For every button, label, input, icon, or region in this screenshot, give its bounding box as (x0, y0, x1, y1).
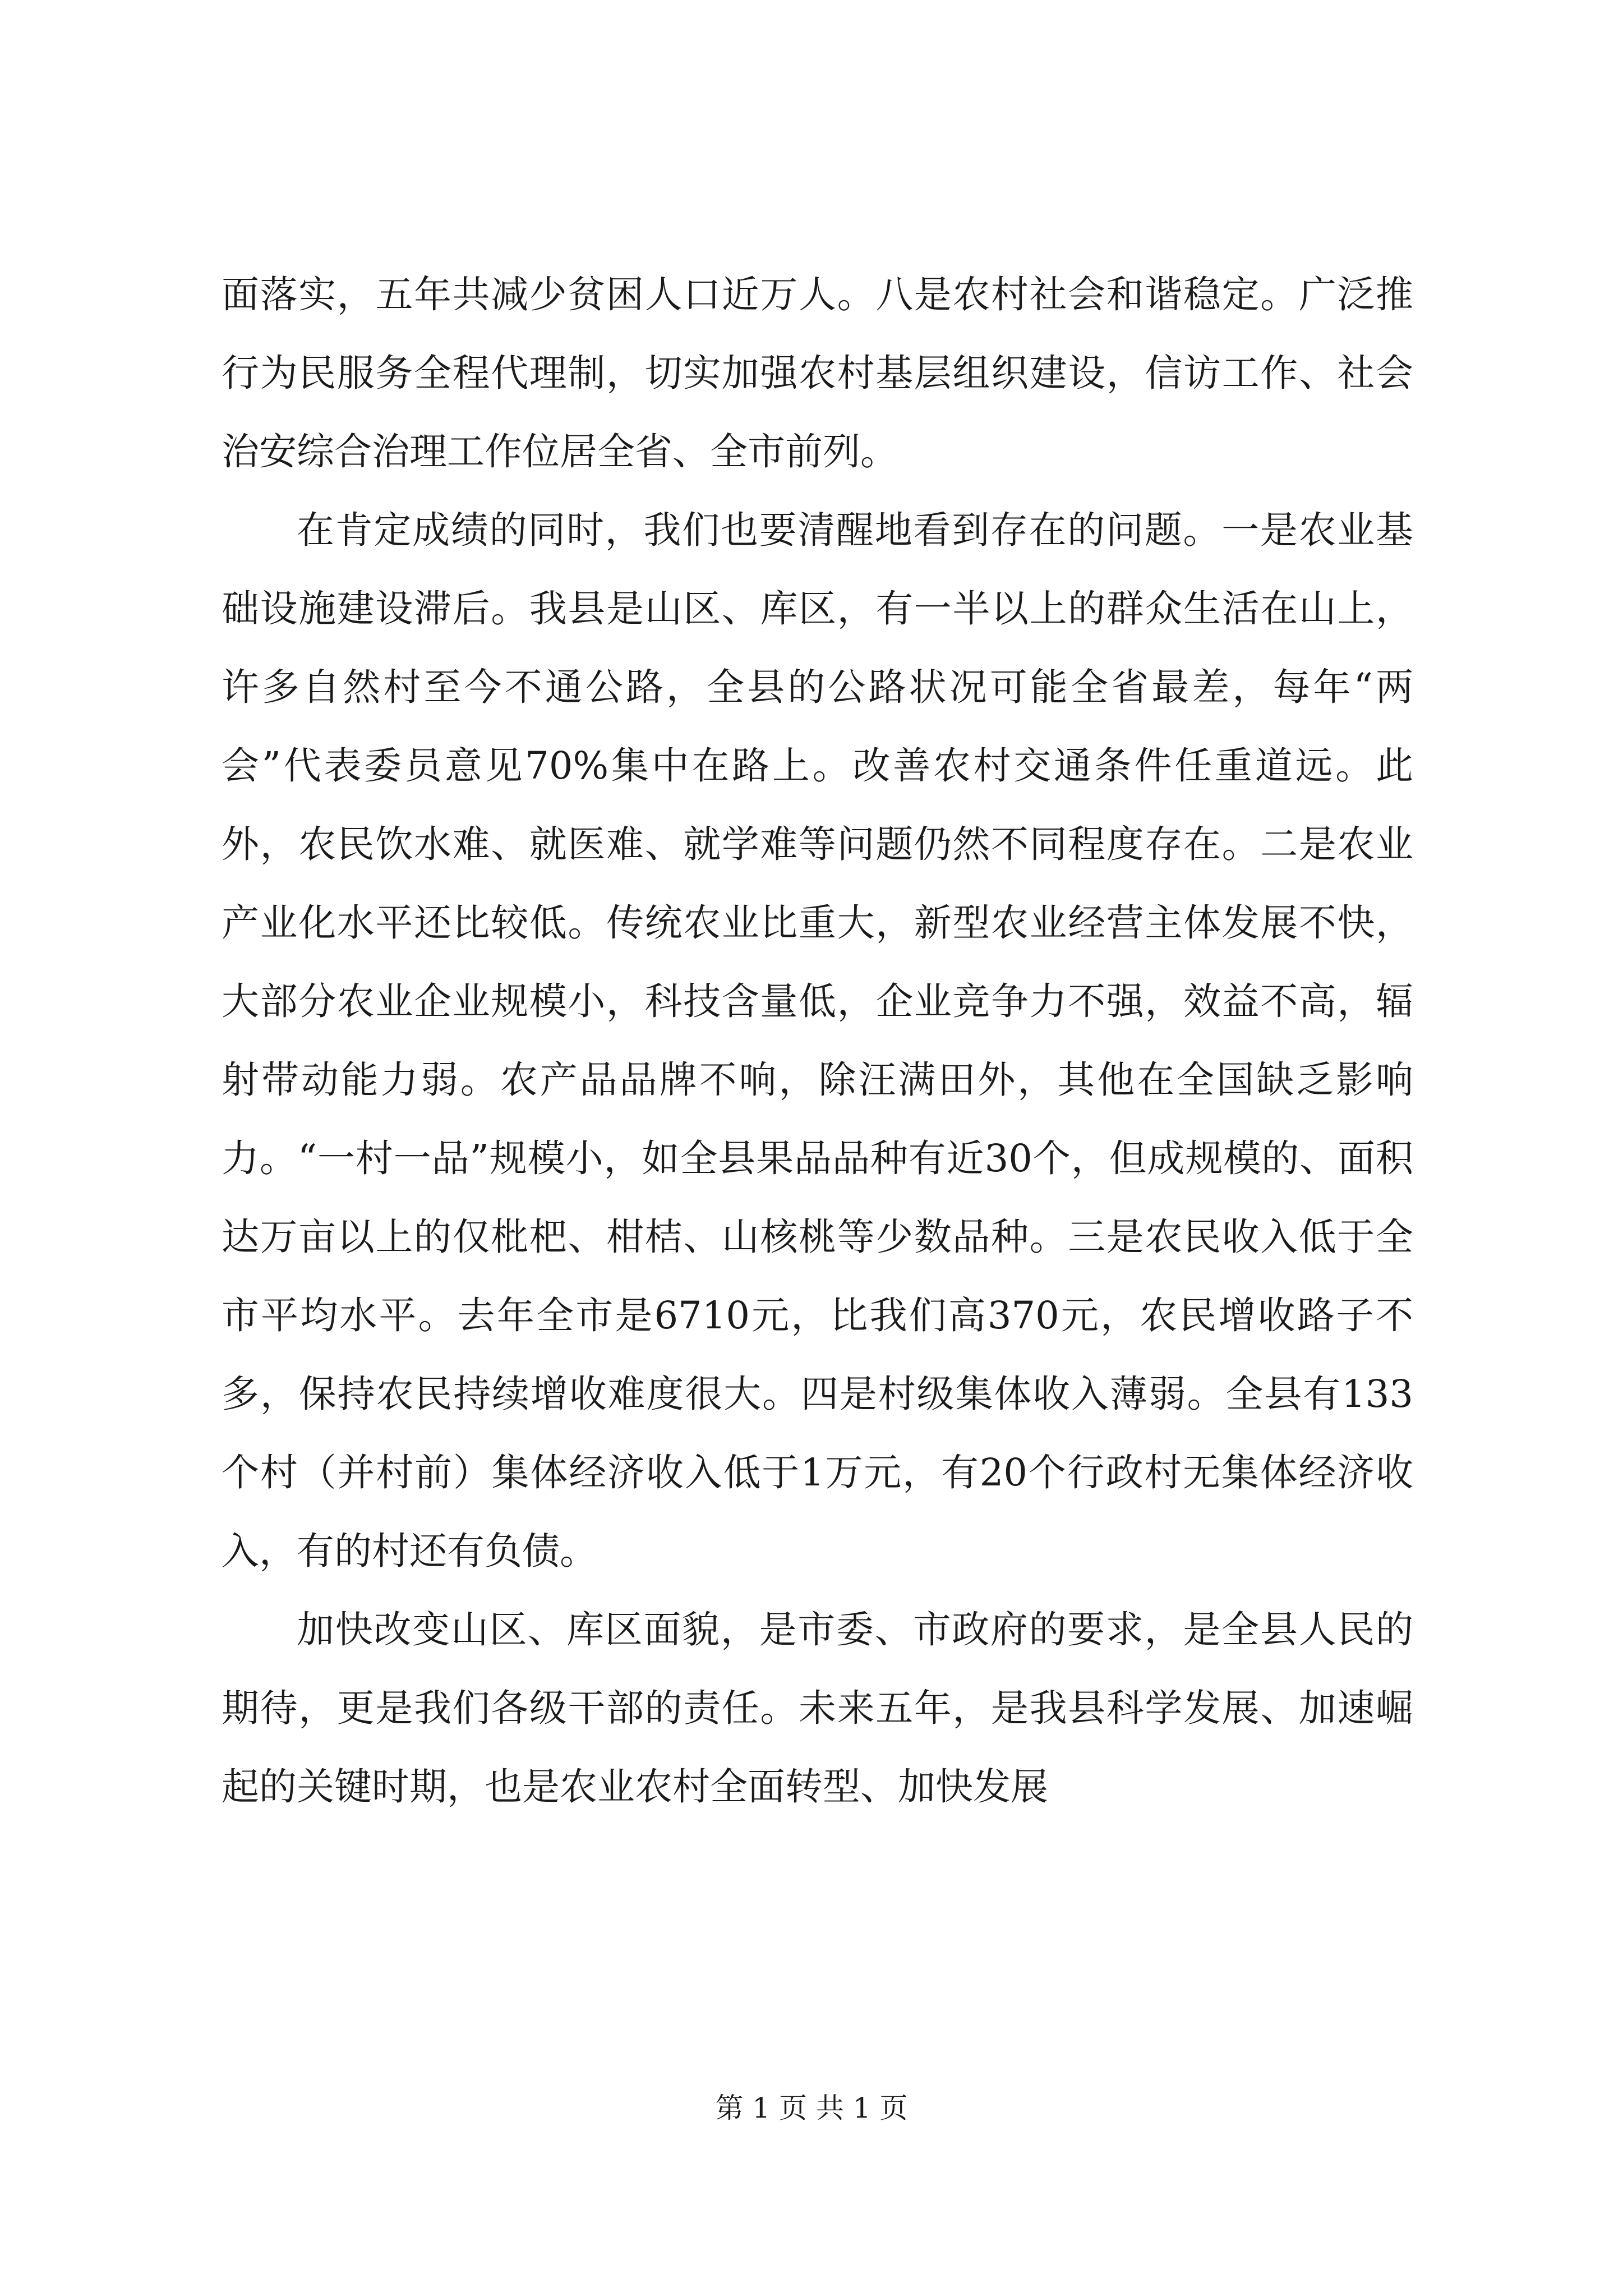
paragraph-1: 面落实，五年共减少贫困人口近万人。八是农村社会和谐稳定。广泛推行为民服务全程代理制，切实加强农村基层组织建设，信访工作、社会治安综合治理工作位居全省、全市前列。 (222, 273, 1413, 473)
page-footer: 第 1 页 共 1 页 (715, 2092, 908, 2124)
paragraph-2: 在肯定成绩的同时，我们也要清醒地看到存在的问题。一是农业基础设施建设滞后。我县是山区、库区，有一半以上的群众生活在山上，许多自然村至今不通公路，全县的公路状况可能全省最差，每年“两会”代表委员意见70%集中在路上。改善农村交通条件任重道远。此外，农民饮水难、就医难、就学难等问题仍然不同程度存在。二是农业产业化水平还比较低。传统农业比重大，新型农业经营主体发展不快，大部分农业企业规模小，科技含量低，企业竞争力不强，效益不高，辐射带动能力弱。农产品品牌不响，除汪满田外，其他在全国缺乏影响力。“一村一品”规模小，如全县果品品种有近30个，但成规模的、面积达万亩以上的仅枇杷、柑桔、山核桃等少数品种。三是农民收入低于全市平均水平。去年全市是6710元，比我们高370元，农民增收路子不多，保持农民持续增收难度很大。四是村级集体收入薄弱。全县有133个村（并村前）集体经济收入低于1万元，有20个行政村无集体经济收入，有的村还有负债。 (222, 508, 1413, 1573)
document-body (222, 255, 1413, 1826)
paragraph-3: 加快改变山区、库区面貌，是市委、市政府的要求，是全县人民的期待，更是我们各级干部的责任。未来五年，是我县科学发展、加速崛起的关键时期，也是农业农村全面转型、加快发展 (222, 1608, 1413, 1809)
